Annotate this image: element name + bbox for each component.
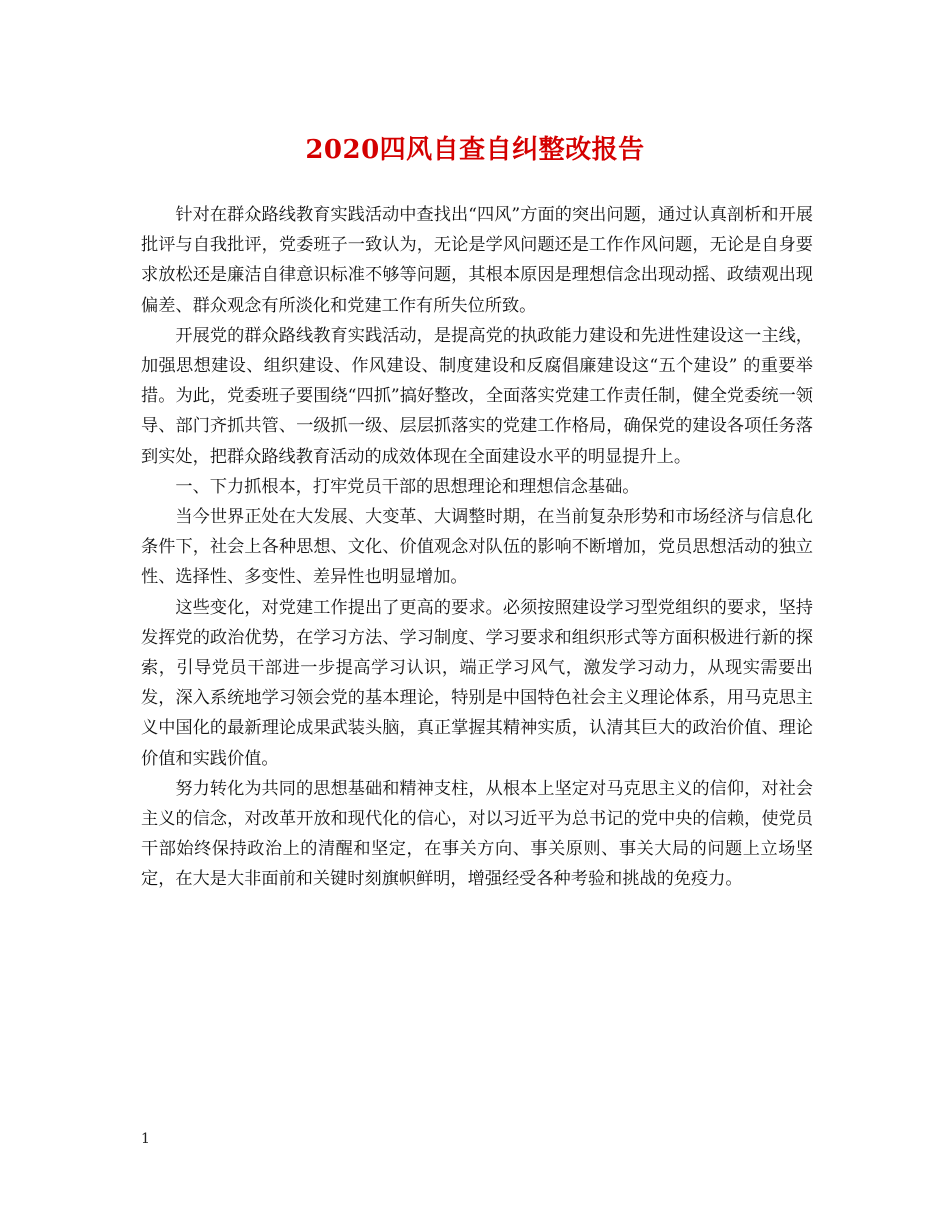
paragraph-4: 这些变化，对党建工作提出了更高的要求。必须按照建设学习型党组织的要求，坚持发挥党的政治优势，在学习方法、学习制度、学习要求和组织形式等方面积极进行新的探索，引导党员干部进一步提高学习认识，端正学习风气，激发学习动力，从现实需要出发，深入系统地学习领会党的基本理论，特别是中国特色社会主义理论体系，用马克思主义中国化的最新理论成果武装头脑，真正掌握其精神实质，认清其巨大的政治价值、理论价值和实践价值。: [141, 597, 813, 769]
paragraph-3: 当今世界正处在大发展、大变革、大调整时期，在当前复杂形势和市场经济与信息化条件下，社会上各种思想、文化、价值观念对队伍的影响不断增加，党员思想活动的独立性、选择性、多变性、差异性也明显增加。: [141, 507, 813, 588]
document-title: 2020四风自查自纠整改报告: [305, 135, 645, 165]
page-number: 1: [141, 1131, 150, 1147]
paragraph-5: 努力转化为共同的思想基础和精神支柱，从根本上坚定对马克思主义的信仰，对社会主义的信念，对改革开放和现代化的信心，对以习近平为总书记的党中央的信赖，使党员干部始终保持政治上的清醒和坚定，在事关方向、事关原则、事关大局的问题上立场坚定，在大是大非面前和关键时刻旗帜鲜明，增强经受各种考验和挑战的免疫力。: [141, 778, 813, 890]
section-heading-1: 一、下力抓根本，打牢党员干部的思想理论和理想信念基础。: [175, 476, 640, 497]
document-body: [141, 200, 813, 895]
paragraph-1: 针对在群众路线教育实践活动中查找出“四风”方面的突出问题，通过认真剖析和开展批评与自我批评，党委班子一致认为，无论是学风问题还是工作作风问题，无论是自身要求放松还是廉洁自律意识标准不够等问题，其根本原因是理想信念出现动摇、政绩观出现偏差、群众观念有所淡化和党建工作有所失位所致。: [141, 205, 813, 316]
paragraph-2: 开展党的群众路线教育实践活动，是提高党的执政能力建设和先进性建设这一主线，加强思想建设、组织建设、作风建设、制度建设和反腐倡廉建设这“五个建设” 的重要举措。为此，党委班子要围绕“四抓”搞好整改，全面落实党建工作责任制，健全党委统一领导、部门齐抓共管、一级抓一级、层层抓落实的党建工作格局，确保党的建设各项任务落到实处，把群众路线教育活动的成效体现在全面建设水平的明显提升上。: [141, 325, 813, 467]
